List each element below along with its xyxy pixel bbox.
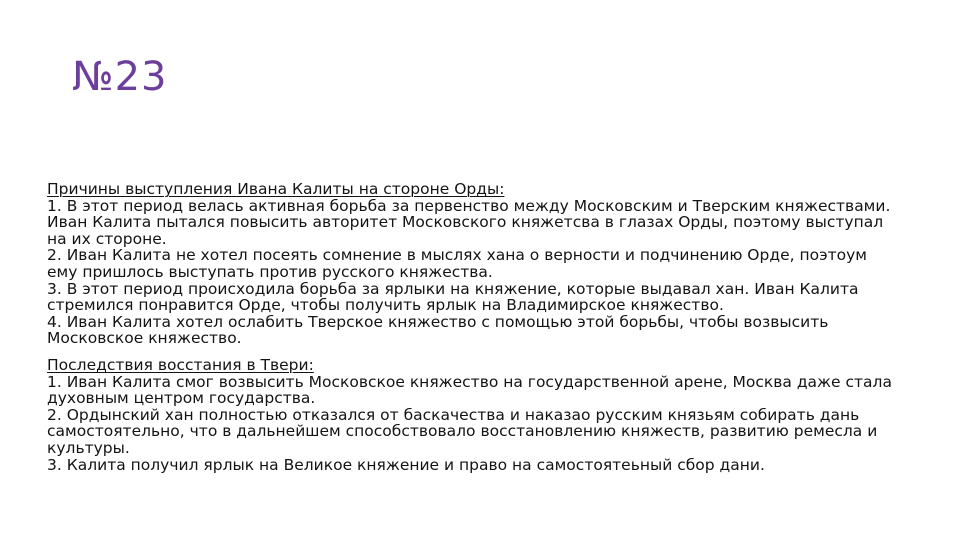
list-item: 1. Иван Калита смог возвысить Московское княжество на государственной арене, Москва даже стала духовным центром государства.	[47, 372, 892, 408]
list-item: 1. В этот период велась активная борьба за первенство между Московским и Тверским княжествами. Иван Калита пытался повысить авторитет Московского княжетсва в глазах Орды, поэтому выступал на их стороне.	[47, 196, 891, 248]
list-item: 4. Иван Калита хотел ослабить Тверское княжество с помощью этой борьбы, чтобы возвысить Московское княжество.	[47, 312, 829, 348]
list-item: 3. Калита получил ярлык на Великое княжение и право на самостоятеьный сбор дани.	[47, 455, 765, 474]
list-item: 2. Иван Калита не хотел посеять сомнение в мыслях хана о верности и подчинению Орде, поэтоум ему пришлось выступать против русского княжества.	[47, 246, 867, 281]
section-causes	[47, 181, 897, 347]
section-heading: Причины выступления Ивана Калиты на стороне Орды:	[47, 180, 505, 198]
section-consequences	[47, 357, 897, 473]
list-item: 3. В этот период происходила борьба за ярлыки на княжение, которые выдавал хан. Иван Калита стремился понравится Орде, чтобы получить ярлык на Владимирское княжество.	[47, 279, 859, 315]
section-heading: Последствия восстания в Твери:	[47, 355, 314, 374]
slide-title: №23	[72, 54, 168, 100]
list-item: 2. Ордынский хан полностью отказался от баскачества и наказао русским князьям собирать дань самостоятельно, что в дальнейшем способствовало восстановлению княжеств, развитию ремесла и культуры.	[47, 405, 878, 457]
slide-body	[47, 181, 897, 473]
